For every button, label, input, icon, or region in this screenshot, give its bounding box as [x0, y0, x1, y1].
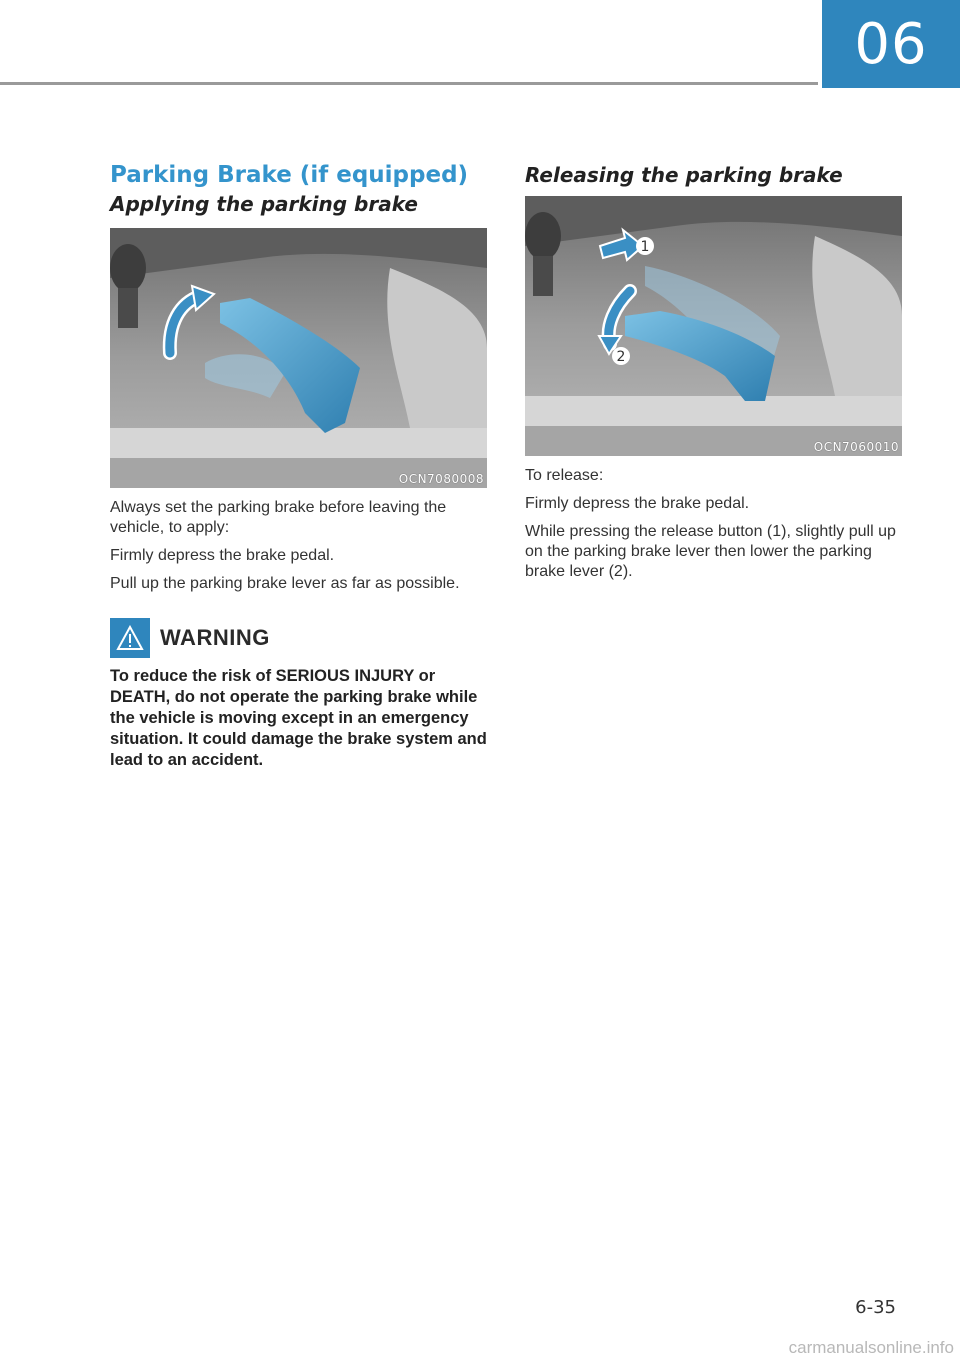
figure-code: OCN7060010: [813, 440, 899, 454]
applying-figure: [110, 228, 487, 488]
watermark: carmanualsonline.info: [788, 1338, 954, 1357]
warning-triangle-icon: [110, 618, 150, 658]
applying-illustration: [110, 228, 487, 488]
releasing-figure: [525, 196, 902, 456]
callout-1: 1: [640, 239, 650, 255]
paragraph: Firmly depress the brake pedal.: [525, 495, 750, 512]
left-column: [110, 160, 490, 771]
paragraph: Always set the parking brake before leaving the vehicle, to apply:: [110, 499, 447, 536]
warning-box: [110, 618, 490, 771]
paragraph: While pressing the release button (1), slightly pull up on the parking brake lever then lower the parking brake lever (2).: [525, 523, 896, 580]
figure-code: OCN7080008: [398, 472, 484, 486]
section-title: Parking Brake (if equipped): [110, 162, 469, 188]
warning-label: WARNING: [160, 625, 270, 650]
releasing-subtitle: Releasing the parking brake: [525, 163, 843, 187]
callout-2: 2: [616, 349, 626, 365]
right-column: [525, 160, 905, 590]
warning-header: [110, 618, 490, 658]
paragraph: Firmly depress the brake pedal.: [110, 547, 335, 564]
page-number: 6-35: [855, 1297, 896, 1318]
releasing-illustration: [525, 196, 902, 456]
paragraph: Pull up the parking brake lever as far as possible.: [110, 575, 460, 592]
warning-text: To reduce the risk of SERIOUS INJURY or DEATH, do not operate the parking brake while the vehicle is moving except in an emergency situation. It could damage the brake system and lead to an accident.: [110, 667, 487, 769]
chapter-tab: 06: [822, 0, 960, 88]
paragraph: To release:: [525, 467, 604, 484]
header-rule: [0, 82, 818, 85]
applying-subtitle: Applying the parking brake: [110, 192, 418, 216]
